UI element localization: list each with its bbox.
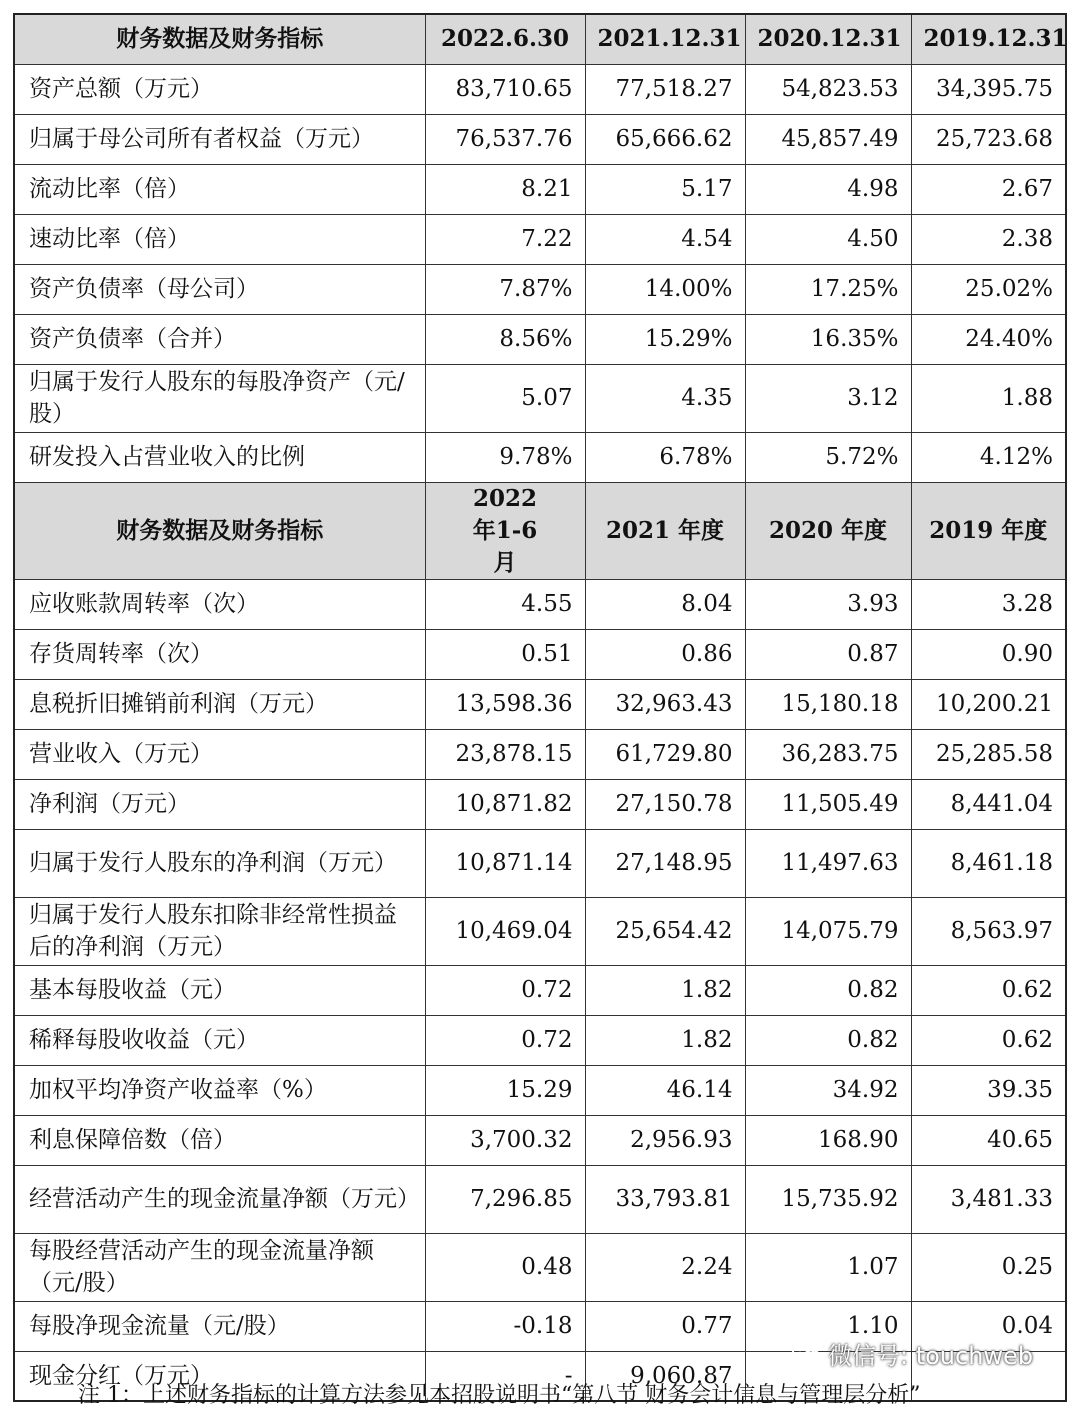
header-cell: 财务数据及财务指标 (14, 14, 425, 64)
header-cell: 财务数据及财务指标 (14, 482, 425, 579)
table-row (14, 779, 1066, 829)
cell: 1.88 (911, 364, 1066, 432)
header-cell: 2019.12.31 (911, 14, 1066, 64)
table2-header-row (14, 482, 1066, 579)
cell: 3.12 (745, 364, 911, 432)
cell: 10,200.21 (911, 679, 1066, 729)
cell: 54,823.53 (745, 64, 911, 114)
cell: 77,518.27 (585, 64, 745, 114)
cell: 0.25 (911, 1233, 1066, 1301)
row-label: 资产总额（万元） (14, 64, 425, 114)
table-row (14, 64, 1066, 114)
cell: 8.21 (425, 164, 585, 214)
cell: 34.92 (745, 1065, 911, 1115)
table-row (14, 679, 1066, 729)
row-label: 存货周转率（次） (14, 629, 425, 679)
cell: 5.72% (745, 432, 911, 482)
row-label: 应收账款周转率（次） (14, 579, 425, 629)
cell: 34,395.75 (911, 64, 1066, 114)
table-row (14, 364, 1066, 432)
cell: 8,461.18 (911, 829, 1066, 897)
cell: 0.82 (745, 965, 911, 1015)
table-row (14, 1065, 1066, 1115)
cell: 2.67 (911, 164, 1066, 214)
cell: 0.86 (585, 629, 745, 679)
row-label: 速动比率（倍） (14, 214, 425, 264)
cell: 3,700.32 (425, 1115, 585, 1165)
cell: 27,148.95 (585, 829, 745, 897)
cell: 61,729.80 (585, 729, 745, 779)
header-cell: 2021.12.31 (585, 14, 745, 64)
cell: 3.93 (745, 579, 911, 629)
row-label: 归属于发行人股东的每股净资产（元/股） (14, 364, 425, 432)
cell: 5.17 (585, 164, 745, 214)
table-row (14, 1115, 1066, 1165)
cell: 14,075.79 (745, 897, 911, 965)
cell: 15,180.18 (745, 679, 911, 729)
cell: - (425, 1351, 585, 1401)
header-cell: 2022.6.30 (425, 14, 585, 64)
cell: 4.54 (585, 214, 745, 264)
row-label: 稀释每股收收益（元） (14, 1015, 425, 1065)
cell: 1.82 (585, 1015, 745, 1065)
cell: 0.72 (425, 965, 585, 1015)
cell: 13,598.36 (425, 679, 585, 729)
cell: 2.24 (585, 1233, 745, 1301)
table-row (14, 114, 1066, 164)
table-row (14, 629, 1066, 679)
row-label: 归属于母公司所有者权益（万元） (14, 114, 425, 164)
cell: 14.00% (585, 264, 745, 314)
cell: 9.78% (425, 432, 585, 482)
header-cell: 2019 年度 (911, 482, 1066, 579)
row-label: 归属于发行人股东扣除非经常性损益后的净利润（万元） (14, 897, 425, 965)
cell: 33,793.81 (585, 1165, 745, 1233)
row-label: 息税折旧摊销前利润（万元） (14, 679, 425, 729)
cell: 4.98 (745, 164, 911, 214)
cell: 27,150.78 (585, 779, 745, 829)
cell: 32,963.43 (585, 679, 745, 729)
row-label: 利息保障倍数（倍） (14, 1115, 425, 1165)
cell: -0.18 (425, 1301, 585, 1351)
row-label: 营业收入（万元） (14, 729, 425, 779)
header-cell: 2020.12.31 (745, 14, 911, 64)
cell: 39.35 (911, 1065, 1066, 1115)
table-row (14, 164, 1066, 214)
header-cell: 2022年1-6月 (425, 482, 585, 579)
cell: 0.51 (425, 629, 585, 679)
row-label: 加权平均净资产收益率（%） (14, 1065, 425, 1115)
cell: 3.28 (911, 579, 1066, 629)
cell: 0.82 (745, 1015, 911, 1065)
row-label: 基本每股收益（元） (14, 965, 425, 1015)
cell: 11,497.63 (745, 829, 911, 897)
table1-header-row (14, 14, 1066, 64)
cell: 11,505.49 (745, 779, 911, 829)
cell: 25.02% (911, 264, 1066, 314)
cell: 5.07 (425, 364, 585, 432)
wechat-icon (792, 1342, 822, 1366)
table-row (14, 897, 1066, 965)
cell: 25,654.42 (585, 897, 745, 965)
table-row (14, 829, 1066, 897)
cell: 4.50 (745, 214, 911, 264)
cell: 46.14 (585, 1065, 745, 1115)
cell: 2,956.93 (585, 1115, 745, 1165)
cell: 0.72 (425, 1015, 585, 1065)
table-row (14, 214, 1066, 264)
cell: 0.04 (911, 1301, 1066, 1351)
cell: 10,469.04 (425, 897, 585, 965)
cell: 0.62 (911, 965, 1066, 1015)
row-label: 经营活动产生的现金流量净额（万元） (14, 1165, 425, 1233)
cell: 3,481.33 (911, 1165, 1066, 1233)
cell: 24.40% (911, 314, 1066, 364)
cell: 1.07 (745, 1233, 911, 1301)
cell: 8,563.97 (911, 897, 1066, 965)
cell: 7.87% (425, 264, 585, 314)
row-label: 资产负债率（合并） (14, 314, 425, 364)
cell: 4.55 (425, 579, 585, 629)
cell: 15.29 (425, 1065, 585, 1115)
cell: 0.62 (911, 1015, 1066, 1065)
table-row (14, 1233, 1066, 1301)
row-label: 研发投入占营业收入的比例 (14, 432, 425, 482)
cell: 17.25% (745, 264, 911, 314)
footnote: 注 1：上述财务指标的计算方法参见本招股说明书“第八节 财务会计信息与管理层分析” (78, 1383, 921, 1408)
cell: 36,283.75 (745, 729, 911, 779)
row-label: 每股净现金流量（元/股） (14, 1301, 425, 1351)
cell: 4.12% (911, 432, 1066, 482)
cell: 0.90 (911, 629, 1066, 679)
cell: 168.90 (745, 1115, 911, 1165)
watermark-text: 微信号: touchweb (828, 1342, 1034, 1370)
cell: 7.22 (425, 214, 585, 264)
cell: 15,735.92 (745, 1165, 911, 1233)
header-cell: 2020 年度 (745, 482, 911, 579)
header-cell: 2021 年度 (585, 482, 745, 579)
cell: 25,285.58 (911, 729, 1066, 779)
cell: 1.82 (585, 965, 745, 1015)
table-row (14, 729, 1066, 779)
cell: 10,871.14 (425, 829, 585, 897)
row-label: 现金分红（万元） (14, 1351, 425, 1401)
cell: 25,723.68 (911, 114, 1066, 164)
cell: 0.77 (585, 1301, 745, 1351)
cell: 16.35% (745, 314, 911, 364)
cell: 8.56% (425, 314, 585, 364)
table-row (14, 314, 1066, 364)
cell: 1.10 (745, 1301, 911, 1351)
row-label: 资产负债率（母公司） (14, 264, 425, 314)
table-row (14, 965, 1066, 1015)
cell: 23,878.15 (425, 729, 585, 779)
cell: 8,441.04 (911, 779, 1066, 829)
wechat-watermark (792, 1336, 1033, 1371)
row-label: 每股经营活动产生的现金流量净额（元/股） (14, 1233, 425, 1301)
cell: 8.04 (585, 579, 745, 629)
cell: 2.38 (911, 214, 1066, 264)
row-label: 净利润（万元） (14, 779, 425, 829)
cell: 45,857.49 (745, 114, 911, 164)
cell: 7,296.85 (425, 1165, 585, 1233)
cell: 83,710.65 (425, 64, 585, 114)
row-label: 归属于发行人股东的净利润（万元） (14, 829, 425, 897)
cell: 15.29% (585, 314, 745, 364)
table-row (14, 432, 1066, 482)
cell: 6.78% (585, 432, 745, 482)
cell: 4.35 (585, 364, 745, 432)
table-row (14, 264, 1066, 314)
table-row (14, 579, 1066, 629)
table-row (14, 1165, 1066, 1233)
cell: 9,060.87 (585, 1351, 745, 1401)
cell: 76,537.76 (425, 114, 585, 164)
cell: 0.87 (745, 629, 911, 679)
financial-table (13, 13, 1067, 1402)
cell: 40.65 (911, 1115, 1066, 1165)
table-row (14, 1015, 1066, 1065)
cell: 0.48 (425, 1233, 585, 1301)
cell: 10,871.82 (425, 779, 585, 829)
cell: 65,666.62 (585, 114, 745, 164)
row-label: 流动比率（倍） (14, 164, 425, 214)
